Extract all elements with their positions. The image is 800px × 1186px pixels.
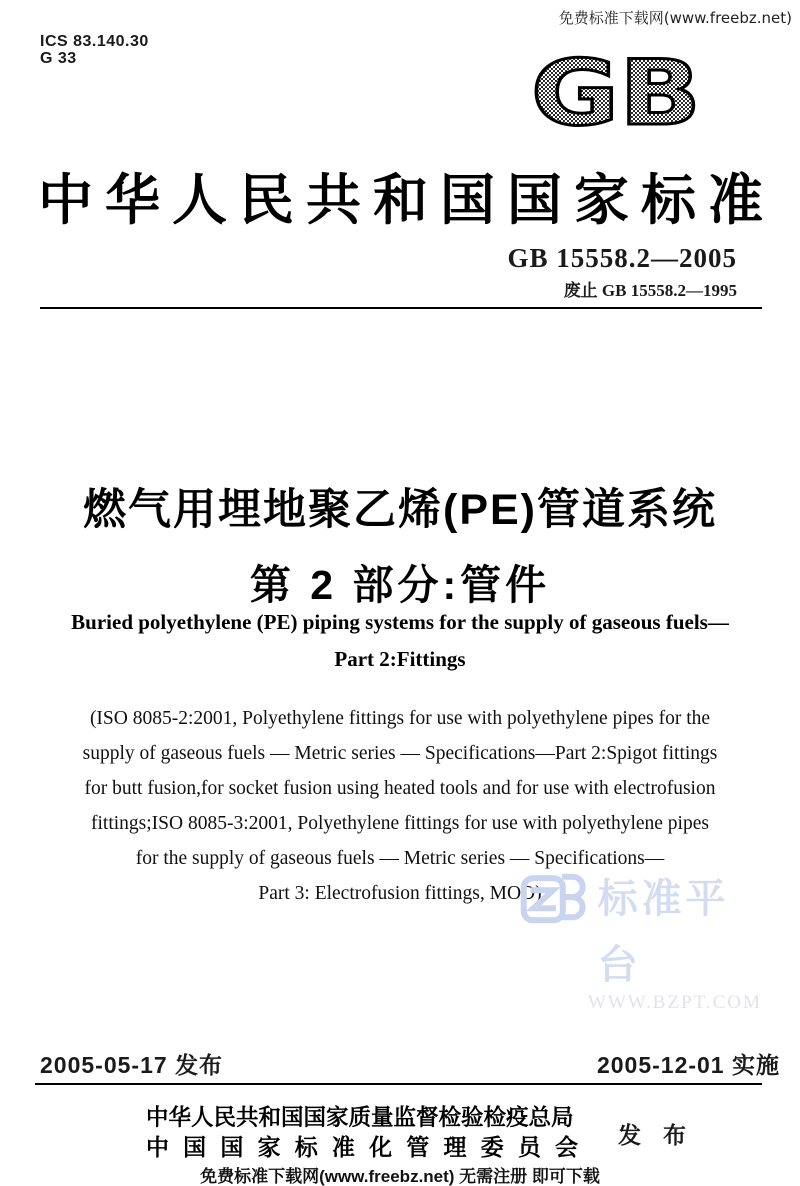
iso-note-line: fittings;ISO 8085-3:2001, Polyethylene fittings for use with polyethylene pipes bbox=[91, 813, 709, 834]
gb-logo bbox=[527, 44, 705, 143]
issue-date: 2005-05-17 发布 bbox=[40, 1052, 224, 1078]
cn-title-line1: 燃气用埋地聚乙烯(PE)管道系统 bbox=[83, 486, 717, 534]
iso-note-line: for butt fusion,for socket fusion using heated tools and for use with electrofusion bbox=[84, 778, 716, 799]
ics-code: ICS 83.140.30 bbox=[40, 33, 149, 50]
publisher-line1: 中华人民共和国国家质量监督检验检疫总局 bbox=[146, 1105, 574, 1130]
iso-note-line: for the supply of gaseous fuels — Metric series — Specifications— bbox=[135, 848, 665, 869]
implementation-date: 2005-12-01 实施 bbox=[596, 1052, 780, 1078]
publisher-block bbox=[146, 1103, 578, 1163]
header-divider-line bbox=[40, 307, 762, 309]
bzpt-watermark-name: 标准平台 bbox=[597, 877, 730, 987]
top-watermark-text: 免费标准下载网(www.freebz.net) bbox=[558, 9, 792, 27]
bzpt-logo-icon bbox=[520, 866, 588, 934]
gb-logo-text: GB bbox=[531, 44, 701, 138]
footer-divider-line bbox=[35, 1083, 762, 1085]
superseded-standard: 废止 GB 15558.2—1995 bbox=[563, 281, 737, 300]
gb-logo-icon bbox=[527, 44, 705, 138]
iso-note-line: Part 3: Electrofusion fittings, MOD) bbox=[258, 883, 542, 904]
national-standard-title: 中华人民共和国国家标准 bbox=[38, 170, 776, 231]
bottom-watermark-text: 免费标准下载网(www.freebz.net) 无需注册 即可下载 bbox=[200, 1167, 600, 1186]
iso-note-line: supply of gaseous fuels — Metric series — Specifications—Part 2:Spigot fittings bbox=[82, 743, 718, 764]
document-title-chinese bbox=[0, 476, 800, 611]
iso-note-line: (ISO 8085-2:2001, Polyethylene fittings for use with polyethylene pipes for the bbox=[89, 708, 711, 729]
publisher-line2: 中国国家标准化管理委员会 bbox=[146, 1135, 578, 1160]
en-title-line1: Buried polyethylene (PE) piping systems for the supply of gaseous fuels— bbox=[71, 610, 729, 634]
en-title-line2: Part 2:Fittings bbox=[334, 647, 466, 671]
standard-number: GB 15558.2—2005 bbox=[507, 243, 737, 273]
class-code: G 33 bbox=[40, 50, 77, 67]
standard-number-block bbox=[507, 243, 737, 301]
ics-classification-block bbox=[40, 33, 149, 67]
document-title-english bbox=[0, 610, 800, 672]
cn-title-line2: 第 2 部分:管件 bbox=[249, 562, 551, 608]
bzpt-watermark-url: WWW.BZPT.COM bbox=[588, 992, 762, 1013]
bzpt-watermark bbox=[520, 866, 762, 1014]
release-label: 发布 bbox=[618, 1122, 708, 1148]
